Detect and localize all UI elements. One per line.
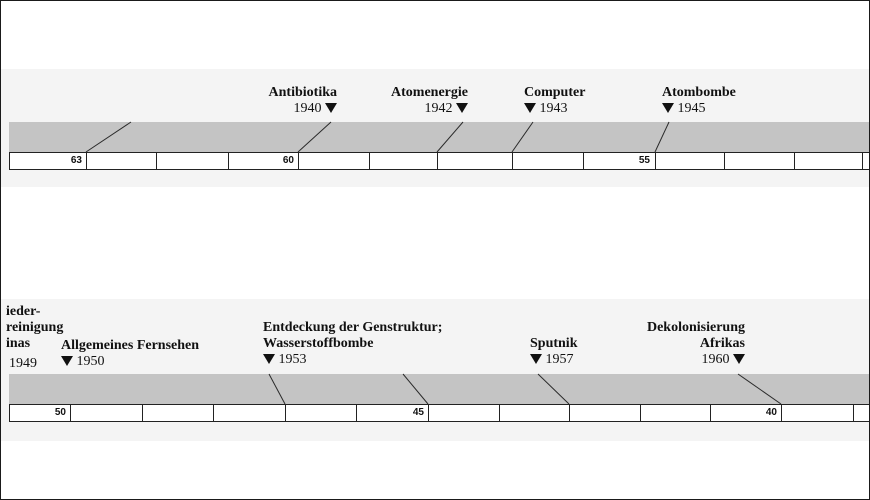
connector-line [655, 122, 669, 152]
down-triangle-icon [325, 103, 337, 113]
event-title-line: ieder- [6, 304, 41, 319]
event-year-line [263, 352, 442, 368]
scale-number: 63 [70, 155, 82, 166]
event-title-line: Wasserstoffbombe [263, 336, 374, 351]
scale-number: 60 [282, 155, 294, 166]
down-triangle-icon [524, 103, 536, 113]
event-wiedervereinigung-chinas [6, 304, 64, 371]
event-year-line [61, 354, 199, 370]
event-year-line [621, 352, 745, 368]
event-title-line: reinigung [6, 320, 64, 335]
event-title-line: inas [6, 336, 31, 351]
connector-line [86, 122, 131, 152]
connector-line [738, 374, 781, 404]
event-title: Atombombe [662, 85, 736, 100]
event-genstruktur-wasserstoffbombe [263, 320, 442, 368]
event-year-line [662, 101, 736, 117]
event-year: 1957 [545, 352, 574, 367]
event-antibiotika [251, 85, 337, 117]
down-triangle-icon [263, 354, 275, 364]
down-triangle-icon [733, 354, 745, 364]
event-year: 1953 [278, 352, 307, 367]
event-computer [524, 85, 585, 117]
event-title-line: Dekolonisierung [646, 320, 745, 335]
scale-number: 50 [54, 407, 66, 418]
down-triangle-icon [456, 103, 468, 113]
down-triangle-icon [61, 356, 73, 366]
event-year-line [371, 101, 468, 117]
scale-number: 45 [412, 407, 424, 418]
connector-line [298, 122, 331, 152]
scale-number: 40 [765, 407, 777, 418]
event-title: Atomenergie [391, 85, 468, 100]
down-triangle-icon [530, 354, 542, 364]
event-year-line [251, 101, 337, 117]
connector-line [437, 122, 463, 152]
event-dekolonisierung-afrikas [621, 320, 745, 368]
scale-number: 55 [638, 155, 650, 166]
event-year: 1943 [539, 101, 568, 116]
event-year: 1942 [424, 101, 453, 116]
connector-line [403, 374, 428, 404]
event-allgemeines-fernsehen [61, 338, 199, 370]
band-connector-lines [1, 1, 870, 500]
connector-line [269, 374, 285, 404]
event-year: 1949 [9, 356, 37, 371]
event-sputnik [530, 336, 577, 368]
connector-line [512, 122, 533, 152]
event-atombombe [662, 85, 736, 117]
event-atomenergie [371, 85, 468, 117]
event-title: Computer [524, 85, 586, 100]
event-year: 1940 [293, 101, 322, 116]
event-year-line [524, 101, 585, 117]
event-year-line [530, 352, 577, 368]
event-title: Antibiotika [268, 85, 337, 100]
connector-line [538, 374, 569, 404]
event-title-line: Entdeckung der Genstruktur; [263, 320, 443, 335]
event-year: 1950 [76, 354, 105, 369]
event-title-line: Afrikas [699, 336, 745, 351]
down-triangle-icon [662, 103, 674, 113]
event-title: Sputnik [530, 336, 578, 351]
event-year: 1945 [677, 101, 706, 116]
event-title: Allgemeines Fernsehen [61, 338, 200, 353]
event-year: 1960 [701, 352, 730, 367]
